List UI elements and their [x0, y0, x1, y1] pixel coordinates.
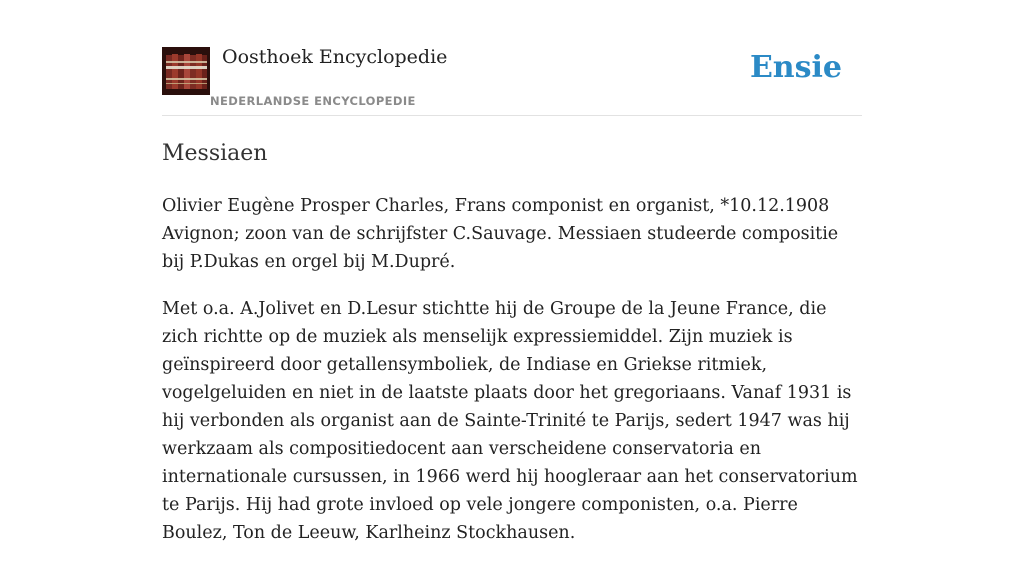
- article-paragraph: Olivier Eugène Prosper Charles, Frans componist en organist, *10.12.1908 Avignon; zoon van de schrijfster C.Sauvage. Messiaen studeerde compositie bij P.Dukas en orgel bij M.Dupré.: [162, 196, 839, 272]
- ensie-logo[interactable]: Ensie: [749, 50, 842, 85]
- site-header: [162, 0, 862, 116]
- site-title[interactable]: Oosthoek Encyclopedie: [222, 46, 448, 68]
- encyclopedia-books-icon[interactable]: [162, 47, 210, 95]
- article-body: [162, 192, 862, 566]
- site-subtitle: NEDERLANDSE ENCYCLOPEDIE: [210, 94, 416, 108]
- content-container: [162, 0, 862, 543]
- article-title: Messiaen: [162, 141, 268, 166]
- article-paragraph: Met o.a. A.Jolivet en D.Lesur stichtte hij de Groupe de la Jeune France, die zich richtte op de muziek als menselijk expressiemiddel. Zijn muziek is geïnspireerd door getallensymboliek, de Indiase en Griekse ritmiek, vogelgeluiden en niet in de laatste plaats door het gregoriaans. Vanaf 1931 is hij verbonden als organist aan de Sainte-Trinité te Parijs, sedert 1947 was hij werkzaam als compositiedocent aan verscheidene conservatoria en internationale cursussen, in 1966 werd hij hoogleraar aan het conservatorium te Parijs. Hij had grote invloed op vele jongere componisten, o.a. Pierre Boulez, Ton de Leeuw, Karlheinz Stockhausen.: [162, 299, 858, 543]
